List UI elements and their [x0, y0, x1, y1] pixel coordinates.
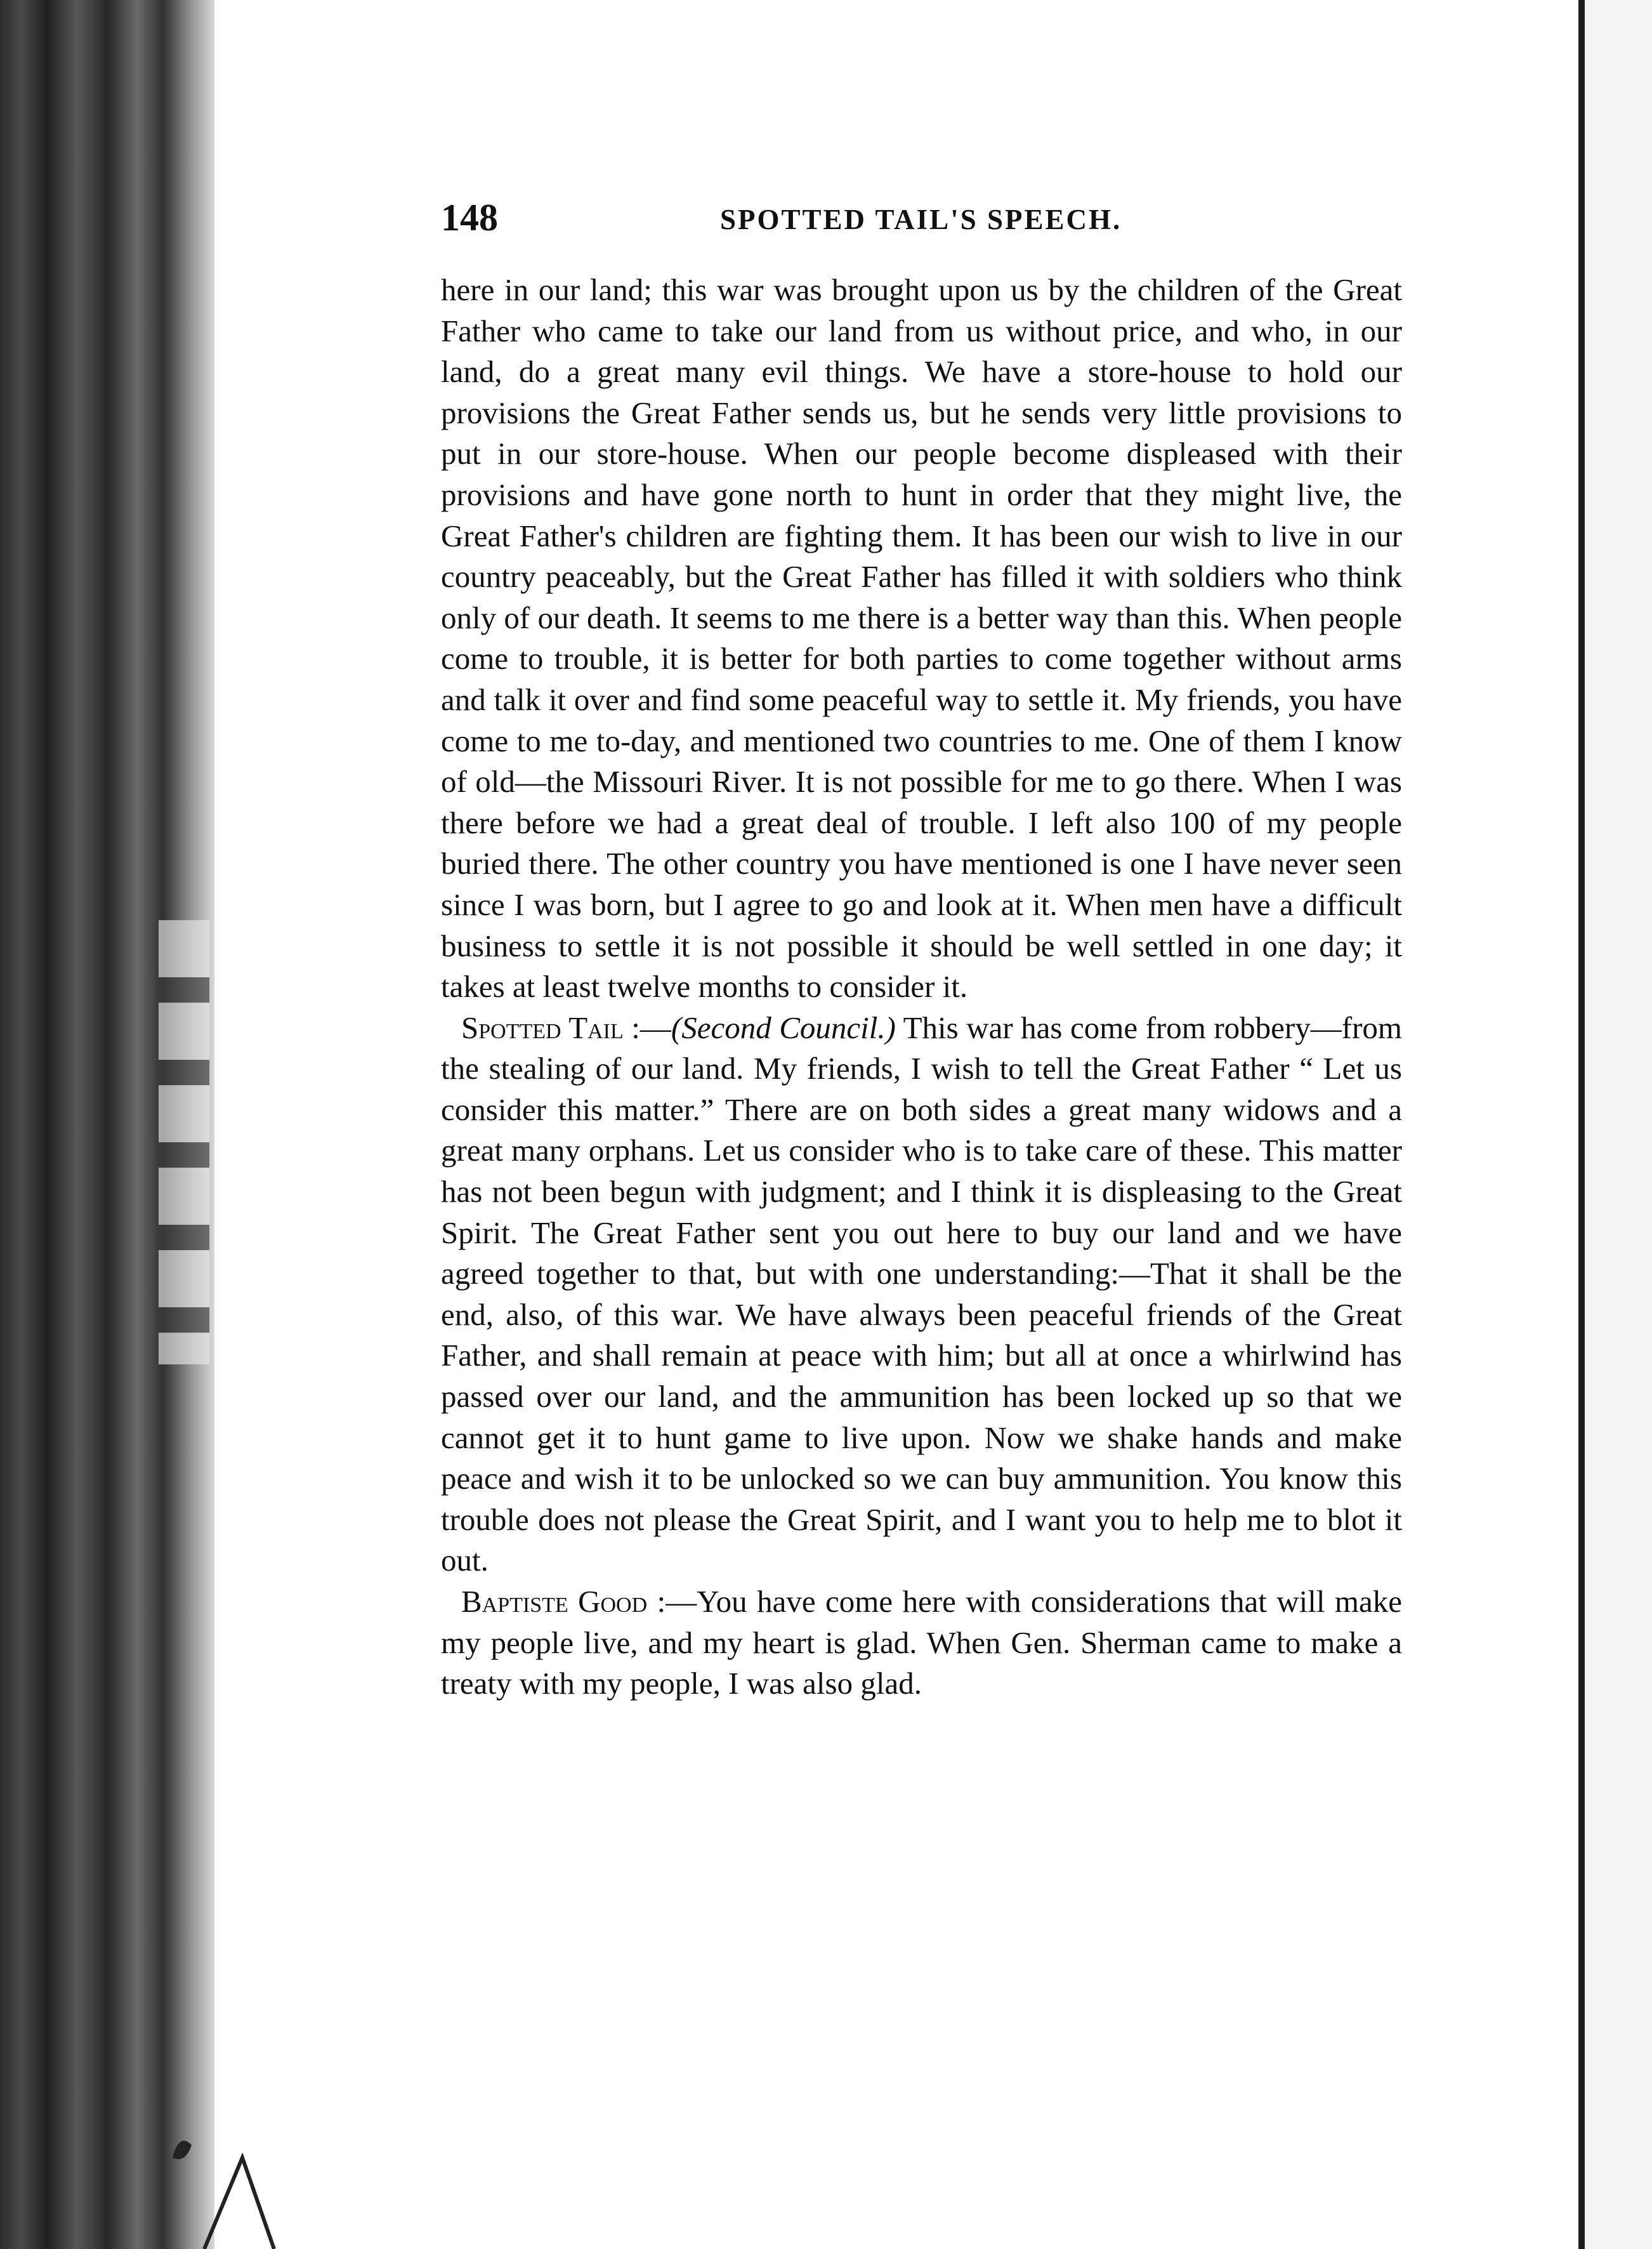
right-margin: [1585, 0, 1652, 2249]
spine-lettering: [159, 920, 209, 1364]
speaker-name: Spotted Tail :—: [461, 1010, 671, 1045]
paragraph-text: This war has come from robbery—from the stealing of our land. My friends, I wish to tell the Great Father “ Let us consider this matter.” There are on both sides a great many widows and a great many orphans. Let us consider who is to take care of these. This matter has not been begun with judgment; and I think it is displeasing to the Great Spirit. The Great Father sent you out here to buy our land and we have agreed together to that, but with one understanding:—That it shall be the end, also, of this war. We have always been peaceful friends of the Great Father, and shall remain at peace with him; but all at once a whirlwind has passed over our land, and the ammunition has been locked up so that we cannot get it to hunt game to live upon. Now we shake hands and make peace and wish it to be unlocked so we can buy ammunition. You know this trouble does not please the Great Spirit, and I want you to help me to blot it out.: [441, 1010, 1402, 1578]
page-number: 148: [441, 197, 498, 239]
running-title: SPOTTED TAIL'S SPEECH.: [720, 204, 1122, 235]
book-spine-scan-edge: [0, 0, 214, 2249]
paragraph-text: You have come here with considerations that will make my people live, and my heart is glad. When Gen. Sherman came to make a treaty with my people, I was also glad.: [441, 1584, 1403, 1701]
paragraph-continued-speech: [441, 270, 1402, 1008]
right-scan-edge: [1578, 0, 1585, 2249]
paragraph-text: here in our land; this war was brought upon us by the children of the Great Father who came to take our land from us without price, and who, in our land, do a great many evil things. We have a store-house to hold our provisions the Great Father sends us, but he sends very little provisions to put in our store-house. When our people become displeased with their provisions and have gone north to hunt in order that they might live, the Great Father's children are fighting them. It has been our wish to live in our country peaceably, but the Great Father has filled it with soldiers who think only of our death. It seems to me there is a better way than this. When people come to trouble, it is better for both parties to come together without arms and talk it over and find some peaceful way to settle it. My friends, you have come to me to-day, and mentioned two countries to me. One of them I know of old—the Missouri River. It is not possible for me to go there. When I was there before we had a great deal of trouble. I left also 100 of my people buried there. The other country you have mentioned is one I have never seen since I was born, but I agree to go and look at it. When men have a difficult business to settle it is not possible it should be well settled in one day; it takes at least twelve months to consider it.: [441, 272, 1402, 1005]
council-aside: (Second Council.): [671, 1010, 896, 1045]
page-body: [441, 270, 1402, 1705]
page-header: [441, 189, 1418, 246]
paragraph-spotted-tail: [441, 1008, 1402, 1581]
paragraph-baptiste-good: [441, 1581, 1402, 1705]
binding-mark: [166, 2120, 280, 2249]
speaker-name: Baptiste Good :—: [461, 1584, 697, 1619]
